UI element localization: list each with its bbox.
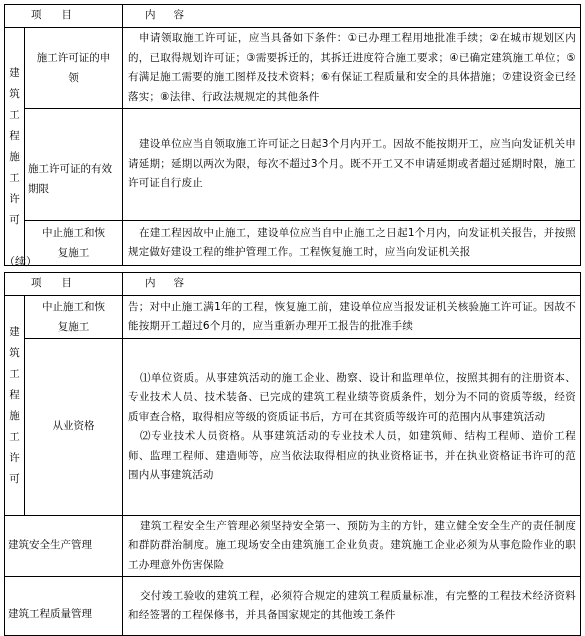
row-label: 中止施工和恢复施工 (25, 221, 123, 266)
continued-label: （续） (4, 255, 37, 268)
row-label: 中止施工和恢复施工 (25, 296, 123, 339)
row-content: 交付竣工验收的建筑工程，必须符合规定的建筑工程质量标准，有完整的工程技术经济资料和经签署的工程保修书，并具备国家规定的其他竣工条件 (123, 577, 581, 636)
row-content: 申请领取施工许可证，应当具备如下条件：①已办理工程用地批准手续；②在城市规划区内的，已取得规划许可证；③需要拆迁的，其拆迁进度符合施工要求；④已确定建筑施工单位；⑤有满足施工需要的施工图样及技术资料；⑥有保证工程质量和安全的具体措施；⑦建设资金已经落实；⑧法律、行政法规规定的其他条件 (123, 28, 581, 109)
table-row (5, 28, 581, 109)
row-content: 建设单位应当自领取施工许可证之日起3个月内开工。因故不能按期开工，应当向发证机关申请延期；延期以两次为限，每次不超过3个月。既不开工又不申请延期或者超过延期时限，施工许可证自行废止 (123, 109, 581, 221)
permit-table-part1 (4, 4, 581, 266)
table-header-row (5, 273, 581, 296)
row-label: 施工许可证的申领 (25, 28, 123, 109)
permit-table-part2 (4, 272, 581, 636)
header-item: 项 目 (5, 5, 123, 28)
table-row (5, 516, 581, 577)
row-content: 建筑工程安全生产管理必须坚持安全第一、预防为主的方针，建立健全安全生产的责任制度和群防群治制度。施工现场安全由建筑施工企业负责。建筑施工企业必须为从事危险作业的职工办理意外伤害保险 (123, 516, 581, 577)
row-label: 施工许可证的有效期限 (25, 109, 123, 221)
row-label: 建筑工程质量管理 (5, 577, 123, 636)
table-row (5, 221, 581, 266)
header-item: 项 目 (5, 273, 123, 296)
section-label-vertical: 建 筑 工 程 施 工 许 可 (5, 296, 25, 516)
qualification-paragraph-1: ⑴单位资质。从事建筑活动的施工企业、勘察、设计和监理单位，按照其拥有的注册资本、专业技术人员、技术装备、已完成的建筑工程业绩等资质条件，划分为不同的资质等级，经资质审查合格，取得相应等级的资质证书后，方可在其资质等级许可的范围内从事建筑活动 (128, 371, 576, 423)
row-label: 建筑安全生产管理 (5, 516, 123, 577)
header-content: 内 容 (123, 273, 581, 296)
table-row (5, 339, 581, 516)
qualification-paragraph-2: ⑵专业技术人员资格。从事建筑活动的专业技术人员，如建筑师、结构工程师、造价工程师、监理工程师、建造师等，应当依法取得相应的执业资格证书，并在执业资格证书许可的范围内从事建筑活动 (128, 430, 576, 481)
row-label: 从业资格 (25, 339, 123, 516)
table-header-row (5, 5, 581, 28)
table-row (5, 296, 581, 339)
header-content: 内 容 (123, 5, 581, 28)
table-row (5, 109, 581, 221)
section-label-vertical: 建 筑 工 程 施 工 许 可 (5, 28, 25, 266)
row-content: 告；对中止施工满1年的工程，恢复施工前，建设单位应当报发证机关核验施工许可证。因故不能按期开工超过6个月的，应当重新办理开工报告的批准手续 (123, 296, 581, 339)
table-row (5, 577, 581, 636)
row-content: 在建工程因故中止施工，建设单位应当自中止施工之日起1个月内，向发证机关报告，并按照规定做好建设工程的维护管理工作。工程恢复施工时，应当向发证机关报 (123, 221, 581, 266)
row-content (123, 339, 581, 516)
